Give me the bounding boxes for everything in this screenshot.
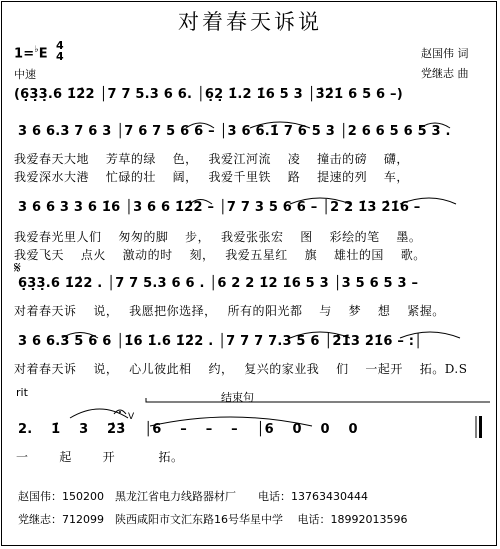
slur-4 bbox=[190, 200, 212, 205]
song-title: 对着春天诉说 bbox=[178, 10, 322, 34]
segno-sign: 𝄋 bbox=[14, 258, 21, 277]
slur-1 bbox=[186, 123, 214, 128]
rit-mark: rit bbox=[16, 386, 28, 399]
breath-mark: V bbox=[128, 412, 135, 422]
key-prefix: 1= bbox=[14, 46, 35, 62]
slur-8 bbox=[290, 332, 350, 338]
fine-phrase-mark: 结束句 bbox=[221, 391, 254, 404]
tempo-mark: 中速 bbox=[14, 68, 36, 81]
slur-6 bbox=[400, 198, 456, 204]
final-barline-thick bbox=[479, 416, 482, 438]
slur-5 bbox=[290, 198, 350, 204]
score-row-1: 3 6 6.3 7 6 3 │7 6 7 5 6 6 – │3 6 6.1̇ 7 6 5 3 │2 6 6 5 6 5 3 . bbox=[18, 124, 451, 139]
fermata-dot bbox=[119, 411, 121, 413]
score-row-intro: (6̣3̣3̣.6 1̇2̇2 │7 7 5.3 6 6. │6̣2̣ 1̇.2 1̇6 5 3 │3̇2̇1̇ 6 5 6 –) bbox=[14, 87, 403, 102]
composer-credit: 党继志 曲 bbox=[421, 67, 469, 80]
slur-2 bbox=[250, 122, 310, 128]
lyricist-credit: 赵国伟 词 bbox=[421, 47, 469, 60]
score-row-3: 6̣3̣3̣.6 1̇2̇2 . │7 7 5.3 6 6 . │6 2 2 1̇2 1̇6 5 3 │3 5 6 5 3 – bbox=[18, 276, 419, 291]
score-row-4: 3 6 6.3 5 6 6 │1̇6 1̇.6 1̇2̇2 . │7 7 7 7.3 5 6 │2̇1̇3 2̇1̇6 – :│ bbox=[18, 334, 423, 349]
slur-9 bbox=[400, 332, 460, 338]
lyric-row-4: 对着春天诉 说， 心儿彼此相 约， 复兴的家业我 们 一起开 拓。D.S bbox=[14, 362, 468, 376]
lyric-row-5: 一 起 开 拓。 bbox=[16, 450, 184, 464]
slur-3 bbox=[420, 123, 450, 128]
lyric-row-2b: 我爱飞天 点火 激动的时 刻， 我爱五星红 旗 雄壮的国 歌。 bbox=[14, 248, 426, 262]
key-note: E bbox=[38, 46, 48, 62]
footer-composer-contact: 党继志：712099 陕西咸阳市文汇东路16号华星中学 电话：18992013596 bbox=[18, 513, 408, 526]
score-row-2: 3 6 6 3 3 6 1̇6 │3 6 6 1̇2̇2 – │7 7 3 5 6 6 – │2 2 1̇3 2̇1̇6 – bbox=[18, 200, 421, 215]
tie-final-2 bbox=[150, 417, 312, 426]
slur-7 bbox=[62, 333, 98, 339]
lyric-row-3: 对着春天诉 说， 我愿把你选择， 所有的阳光都 与 梦 想 紧握。 bbox=[14, 304, 445, 318]
time-bottom: 4 bbox=[56, 50, 64, 63]
key-flat: ♭ bbox=[34, 45, 39, 55]
fine-bracket bbox=[146, 398, 490, 402]
time-top: 4 bbox=[56, 39, 64, 52]
footer-lyricist-contact: 赵国伟：150200 黑龙江省电力线路器材厂 电话：13763430444 bbox=[18, 490, 368, 503]
lyric-row-1a: 我爱春天大地 芳草的绿 色， 我爱江河流 凌 撞击的磅 礴， bbox=[14, 152, 409, 166]
lyric-row-1b: 我爱深水大港 忙碌的壮 阔， 我爱千里铁 路 提速的列 车， bbox=[14, 170, 409, 184]
score-row-5: 2. 1̇ 3 2̇3̇ │6 – – – │6 0 0 0 bbox=[18, 422, 358, 437]
lyric-row-2a: 我爱春光里人们 匆匆的脚 步， 我爱张张宏 图 彩绘的笔 墨。 bbox=[14, 230, 422, 244]
